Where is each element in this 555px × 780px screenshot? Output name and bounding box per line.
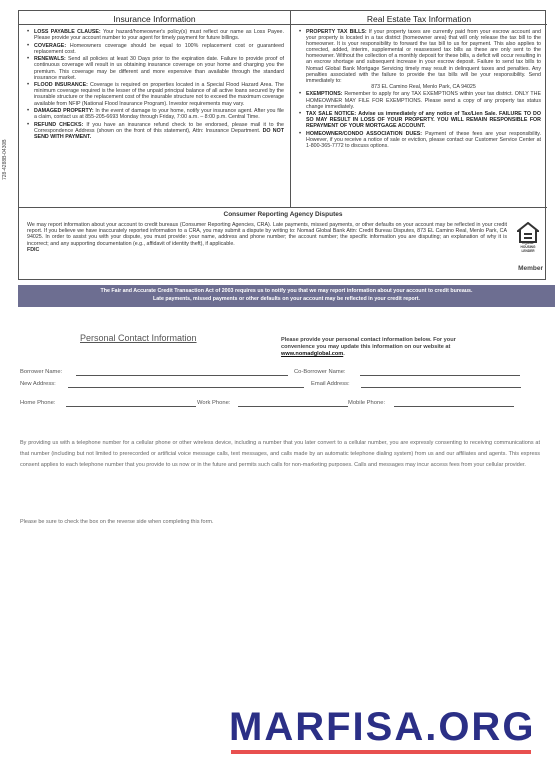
bullet-icon: • — [299, 111, 302, 118]
insurance-item: • RENEWALS: Send all policies at least 30 Days prior to the expiration date. Failure to provide proof of continuous coverage will result in us obtaining insurance coverage on your home and charging you the premium. This coverage may be different and more expensive than available through the standard insurance market. — [27, 56, 284, 81]
cra-disputes-body: We may report information about your account to credit bureaus (Consumer Reporting Agencies, CRA). Late payments, missed payments, or other defaults on your account may be reflected in your credit report. If you believe we have inaccurately reported information to a CRA, you may submit a dispute by writing to: Nomad Global Bank Attn: Credit Bureau Disputes, 873 EL Camino Real, Menlo Park, CA 94025. In order to assist you with your dispute, you must provide: your name, address and phone number; the account number; the specific information you are disputing; an explanation of why it is incorrect; and any supporting documentation (e.g., affidavit of identity theft), if applicable. FDIC — [27, 222, 507, 253]
insurance-item: • DAMAGED PROPERTY: In the event of damage to your home, notify your insurance agent. After you file a claim, contact us at 855-205-6693 Monday through Friday, 7:00 a.m. – 8:00 p.m. Central Time. — [27, 108, 284, 121]
bullet-icon: • — [299, 131, 302, 137]
equal-housing-lender-label: EQUAL HOUSING LENDER — [520, 241, 536, 253]
new-address-label: New Address: — [20, 381, 56, 387]
borrower-name-label: Borrower Name: — [20, 369, 63, 375]
bullet-icon: • — [27, 82, 30, 89]
website-link[interactable]: www.nomadglobal.com — [281, 351, 344, 357]
fdic-label: FDIC — [27, 246, 40, 253]
mobile-phone-label: Mobile Phone: — [348, 400, 386, 406]
contact-note: Please provide your personal contact information below. For your convenience you may update this information on our website at www.nomadglobal.com. — [281, 337, 456, 357]
tax-item: • EXEMPTIONS: Remember to apply for any TAX EXEMPTIONS within your tax district. ONLY THE HOMEOWNER MAY FILE FOR EXEMPTIONS. Please send a copy of any property tax status change immediately. — [299, 91, 541, 110]
brand-logo — [229, 705, 545, 755]
insurance-item: • FLOOD INSURANCE: Coverage is required on properties located in a Special Flood Hazard Area. The minimum coverage required is the lesser of the unpaid principal balance of all active loans secured by the insurable structure or the replacement cost of the insurable structure not to exceed the maximum coverage available from NFIP (National Flood Insurance Program). Investor requirements may vary. — [27, 82, 284, 107]
bullet-icon: • — [27, 42, 30, 49]
new-address-field[interactable] — [68, 387, 304, 388]
bullet-icon: • — [27, 56, 30, 63]
tax-item: • HOMEOWNER/CONDO ASSOCIATION DUES: Payment of these fees are your responsibility. However, if you receive a notice of sale or eviction, please contact our Customer Service Center at 1-800-365-7772 to discuss options. — [299, 131, 541, 150]
bullet-icon: • — [27, 29, 30, 35]
bullet-icon: • — [299, 29, 302, 35]
email-address-label: Email Address: — [311, 381, 350, 387]
work-phone-label: Work Phone: — [197, 400, 231, 406]
insurance-section — [19, 11, 291, 207]
bullet-icon: • — [299, 91, 302, 98]
co-borrower-name-field[interactable] — [360, 375, 520, 376]
insurance-item: • LOSS PAYABLE CLAUSE: Your hazard/homeowner's policy(s) must reflect our name as Loss Payee. Please provide your account number to your agent for timely payment for future billings. — [27, 29, 284, 42]
bullet-icon: • — [27, 108, 30, 115]
co-borrower-name-label: Co-Borrower Name: — [294, 369, 346, 375]
borrower-name-field[interactable] — [76, 375, 288, 376]
facta-banner — [18, 285, 555, 307]
contact-title: Personal Contact Information — [80, 333, 197, 343]
home-phone-field[interactable] — [66, 406, 196, 407]
insurance-item: • COVERAGE: Homeowners coverage should be equal to 100% replacement cost or guaranteed replacement cost. — [27, 42, 284, 55]
email-address-field[interactable] — [361, 387, 521, 388]
tax-title: Real Estate Tax Information — [291, 11, 547, 25]
side-form-code: 728-4288B-0430B — [2, 139, 8, 180]
mobile-phone-field[interactable] — [394, 406, 514, 407]
home-phone-label: Home Phone: — [20, 400, 56, 406]
insurance-title: Insurance Information — [19, 11, 290, 25]
banner-line: Late payments, missed payments or other defaults on your account may be reflected in your credit report. — [153, 295, 420, 302]
insurance-item: • REFUND CHECKS: If you have an insurance refund check to be endorsed, please mail it to the Correspondence Address (shown on the front of this statement), Attn: Insurance Department. DO NOT SEND WITH PAYMENT. — [27, 121, 284, 140]
tax-item: • PROPERTY TAX BILLS: If your property taxes are currently paid from your escrow account and your property is located in a tax district (homeowner area) that will only release the tax bill to the homeowner. It is your responsibility to forward the tax bill to us for payment. This also applies to corrected, added, interim, supplemental or reassessed tax bills as these are only sent to the homeowner. Without the collection of a monthly deposit for these bills, a deficit will occur resulting in an escrow shortage and subsequent increase in your escrow deposit. Failure to send tax bills to Nomad Global Bank Mortgage Servicing timely may result in delinquent taxes and penalties. Any penalties associated with the failure to provide the tax bills will be your responsibility. Send immediately to: 873 EL Camino Real, Menlo Park, CA 94025 — [299, 29, 541, 90]
tax-item: • TAX SALE NOTICE: Advise us immediately of any notice of Tax/Lien Sale. FAILURE TO DO SO MAY RESULT IN LOSS OF YOUR PROPERTY. YOU WILL REMAIN RESPONSIBLE FOR REPAYMENT OF YOUR MORTGAGE ACCOUNT. — [299, 111, 541, 130]
member-label: Member — [518, 265, 543, 272]
cra-disputes-title: Consumer Reporting Agency Disputes — [223, 211, 343, 218]
cra-disputes-section — [19, 207, 547, 281]
tax-bill-address: 873 EL Camino Real, Menlo Park, CA 94025 — [371, 83, 476, 90]
tax-section — [291, 11, 547, 207]
brand-name: MARFISA.ORG — [229, 705, 536, 749]
tax-list — [291, 25, 547, 149]
insurance-list — [19, 25, 290, 140]
banner-line: The Fair and Accurate Credit Transaction Act of 2003 requires us to notify you that we may report information about your account to credit bureaus. — [100, 288, 473, 294]
checkbox-reminder: Please be sure to check the box on the reverse side when completing this form. — [20, 519, 214, 525]
cellular-consent-text: By providing us with a telephone number for a cellular phone or other wireless device, including a number that you later convert to a cellular number, you are expressly consenting to receiving communications at that number (including but not limited to prerecorded or artificial voice message calls, text messages, and calls made by an automatic telephone dialing system) from us and our affiliates and agents. This express consent applies to each telephone number that you provide to us now or in the future and permits such calls for non-marketing purposes. Calls and messages may incur access fees from your cellular provider. — [20, 440, 540, 468]
bullet-icon: • — [27, 121, 30, 128]
info-box — [18, 10, 546, 280]
work-phone-field[interactable] — [238, 406, 348, 407]
brand-underline — [231, 750, 531, 754]
